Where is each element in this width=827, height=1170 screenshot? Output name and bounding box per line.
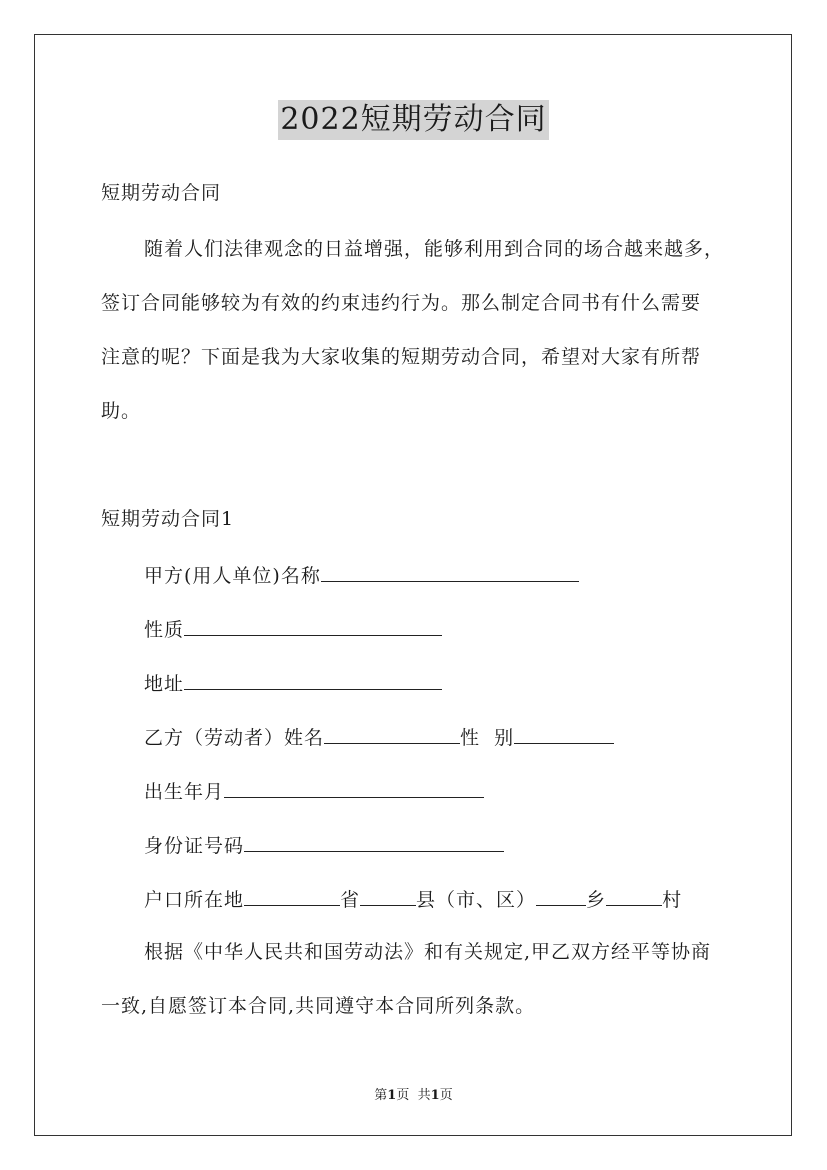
fill-blank[interactable] bbox=[224, 777, 484, 798]
title-block bbox=[0, 100, 827, 140]
field-party-b bbox=[144, 723, 614, 751]
footer-text: 页 bbox=[439, 1088, 453, 1103]
clause-line-2: 一致,自愿签订本合同,共同遵守本合同所列条款。 bbox=[101, 995, 536, 1017]
field-label: 县（市、区） bbox=[416, 889, 537, 911]
document-title: 2022短期劳动合同 bbox=[278, 100, 548, 140]
field-label: 性 别 bbox=[460, 727, 515, 749]
fill-blank[interactable] bbox=[244, 885, 340, 906]
intro-line-3: 注意的呢？下面是我为大家收集的短期劳动合同，希望对大家有所帮 bbox=[101, 346, 702, 368]
fill-blank[interactable] bbox=[606, 885, 662, 906]
field-label: 身份证号码 bbox=[144, 835, 245, 857]
field-label: 省 bbox=[340, 889, 361, 911]
fill-blank[interactable] bbox=[536, 885, 586, 906]
field-label: 村 bbox=[662, 889, 683, 911]
field-household bbox=[144, 885, 682, 913]
footer-text: 页 bbox=[396, 1088, 410, 1103]
field-label: 乡 bbox=[586, 889, 607, 911]
subtitle: 短期劳动合同 bbox=[101, 182, 222, 204]
fill-blank[interactable] bbox=[184, 669, 442, 690]
intro-line-2: 签订合同能够较为有效的约束违约行为。那么制定合同书有什么需要 bbox=[101, 292, 702, 314]
fill-blank[interactable] bbox=[514, 723, 614, 744]
fill-blank[interactable] bbox=[360, 885, 416, 906]
field-label: 出生年月 bbox=[144, 781, 225, 803]
field-label: 地址 bbox=[144, 673, 185, 695]
page-number: 1 bbox=[387, 1088, 397, 1103]
field-nature bbox=[144, 615, 442, 643]
field-id bbox=[144, 831, 504, 859]
field-label: 性质 bbox=[144, 619, 185, 641]
footer-text: 共 bbox=[417, 1088, 431, 1103]
field-birth bbox=[144, 777, 484, 805]
footer-text: 第 bbox=[374, 1088, 388, 1103]
fill-blank[interactable] bbox=[184, 615, 442, 636]
clause-line-1: 根据《中华人民共和国劳动法》和有关规定,甲乙双方经平等协商 bbox=[144, 941, 712, 963]
fill-blank[interactable] bbox=[244, 831, 504, 852]
fill-blank[interactable] bbox=[321, 561, 579, 582]
page-footer bbox=[0, 1084, 827, 1103]
field-label: 乙方（劳动者）姓名 bbox=[144, 727, 325, 749]
page-total: 1 bbox=[430, 1088, 440, 1103]
intro-line-1: 随着人们法律观念的日益增强，能够利用到合同的场合越来越多， bbox=[144, 238, 725, 260]
intro-line-4: 助。 bbox=[101, 400, 142, 422]
section-title: 短期劳动合同1 bbox=[101, 508, 235, 530]
field-party-a bbox=[144, 561, 579, 589]
fill-blank[interactable] bbox=[324, 723, 460, 744]
field-label: 户口所在地 bbox=[144, 889, 245, 911]
field-address bbox=[144, 669, 442, 697]
field-label: 甲方(用人单位)名称 bbox=[144, 565, 321, 587]
